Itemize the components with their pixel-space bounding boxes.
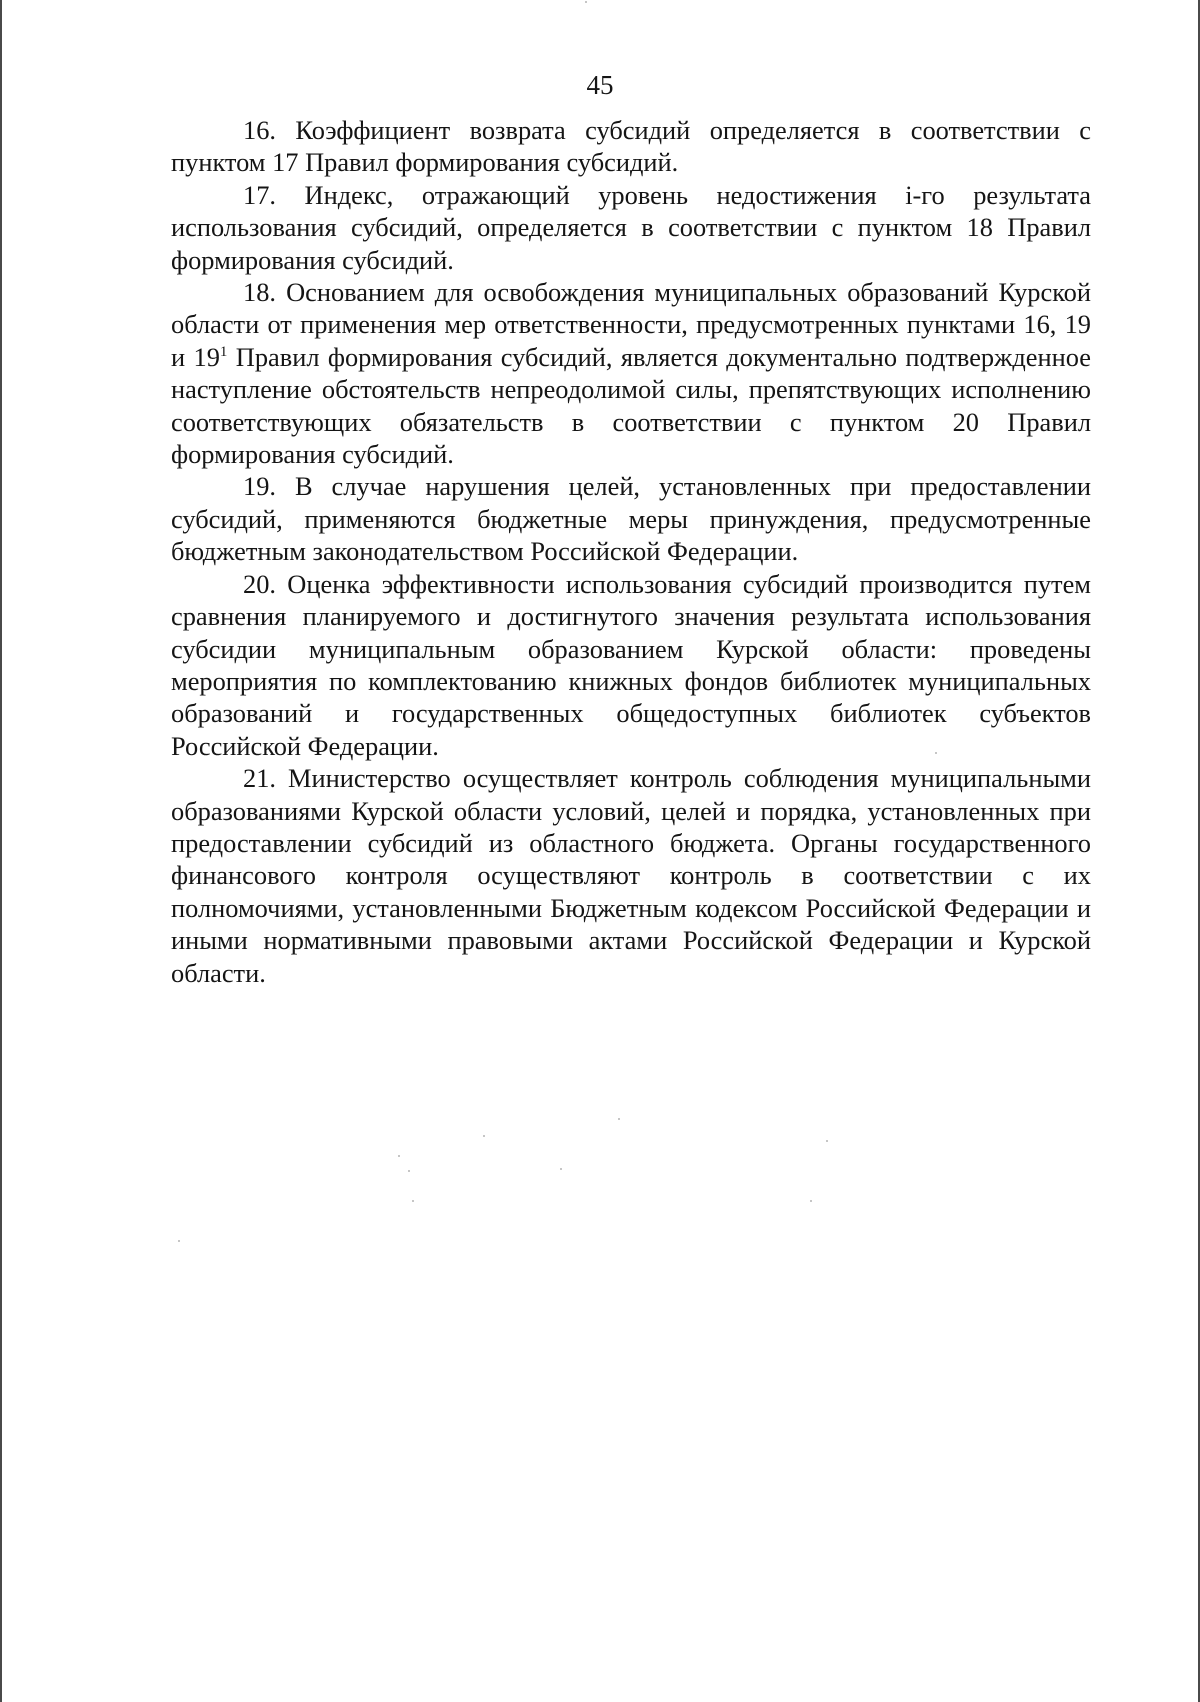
scan-speck <box>483 1135 485 1137</box>
paragraph-18-text-end: Правил формирования субсидий, является документально подтвержденное наступление обстоятельств непреодолимой силы, препятствующих исполнению соответствующих обязательств в соответствии с пунктом 20 Правил формирования субсидий. <box>171 341 1091 470</box>
scan-speck <box>826 1140 828 1142</box>
scan-speck <box>810 1200 812 1202</box>
document-body <box>171 114 1091 989</box>
paragraph-21: 21. Министерство осуществляет контроль соблюдения муниципальными образованиями Курской области условий, целей и порядка, установленных при предоставлении субсидий из областного бюджета. Органы государственного финансового контроля осуществляют контроль в соответствии с их полномочиями, установленными Бюджетным кодексом Российской Федерации и иными нормативными правовыми актами Российской Федерации и Курской области. <box>171 763 1091 988</box>
scan-speck <box>935 752 937 754</box>
scan-border-left <box>0 0 2 1702</box>
scan-speck <box>398 1155 400 1157</box>
paragraph-18 <box>171 276 1091 470</box>
scan-speck <box>412 1200 414 1202</box>
scan-speck <box>618 1118 620 1120</box>
scan-speck <box>178 1240 180 1242</box>
paragraph-19: 19. В случае нарушения целей, установленных при предоставлении субсидий, применяются бюджетные меры принуждения, предусмотренные бюджетным законодательством Российской Федерации. <box>171 471 1091 567</box>
paragraph-17: 17. Индекс, отражающий уровень недостижения i-го результата использования субсидий, определяется в соответствии с пунктом 18 Правил формирования субсидий. <box>171 179 1091 275</box>
scan-speck <box>560 1168 562 1170</box>
scan-speck <box>585 1 587 3</box>
scan-speck <box>408 1170 410 1172</box>
page-number: 45 <box>586 70 614 100</box>
superscript-footnote-mark: 1 <box>219 344 228 361</box>
paragraph-16: 16. Коэффициент возврата субсидий определяется в соответствии с пунктом 17 Правил формирования субсидий. <box>171 115 1091 178</box>
paragraph-18-text-start: 18. Основанием для освобождения муниципальных образований Курской области от применения мер ответственности, предусмотренных пунктами 16, 19 и 19 <box>171 277 1091 372</box>
paragraph-20: 20. Оценка эффективности использования субсидий производится путем сравнения планируемого и достигнутого значения результата использования субсидии муниципальным образованием Курской области: проведены мероприятия по комплектованию книжных фондов библиотек муниципальных образований и государственных общедоступных библиотек субъектов Российской Федерации. <box>171 568 1091 761</box>
